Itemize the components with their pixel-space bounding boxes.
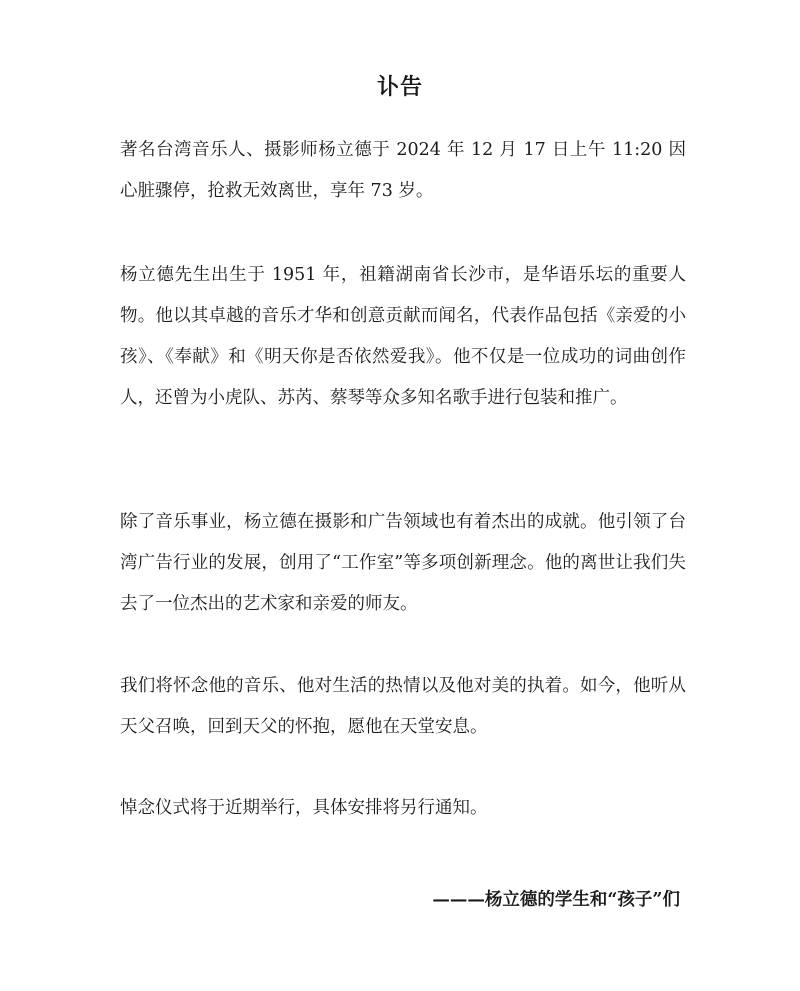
paragraph-remembrance: 我们将怀念他的音乐、他对生活的热情以及他对美的执着。如今，他听从天父召唤，回到天父的怀抱，愿他在天堂安息。 bbox=[120, 676, 686, 737]
document-title: 讣告 bbox=[376, 74, 423, 100]
paragraph-biography: 杨立德先生出生于 1951 年，祖籍湖南省长沙市，是华语乐坛的重要人物。他以其卓越的音乐才华和创意贡献而闻名，代表作品包括《亲爱的小孩》、《奉献》和《明天你是否依然爱我》。他不仅是一位成功的词曲创作人，还曾为小虎队、苏芮、蔡琴等众多知名歌手进行包装和推广。 bbox=[120, 265, 686, 408]
paragraph-achievements: 除了音乐事业，杨立德在摄影和广告领域也有着杰出的成就。他引领了台湾广告行业的发展，创用了“工作室”等多项创新理念。他的离世让我们失去了一位杰出的艺术家和亲爱的师友。 bbox=[120, 512, 686, 614]
paragraph-death-notice: 著名台湾音乐人、摄影师杨立德于 2024 年 12 月 17 日上午 11:20 因心脏骤停，抢救无效离世，享年 73 岁。 bbox=[120, 140, 686, 201]
signature: ———杨立德的学生和“孩子”们 bbox=[432, 890, 680, 910]
paragraph-memorial-service: 悼念仪式将于近期举行，具体安排将另行通知。 bbox=[120, 798, 488, 818]
